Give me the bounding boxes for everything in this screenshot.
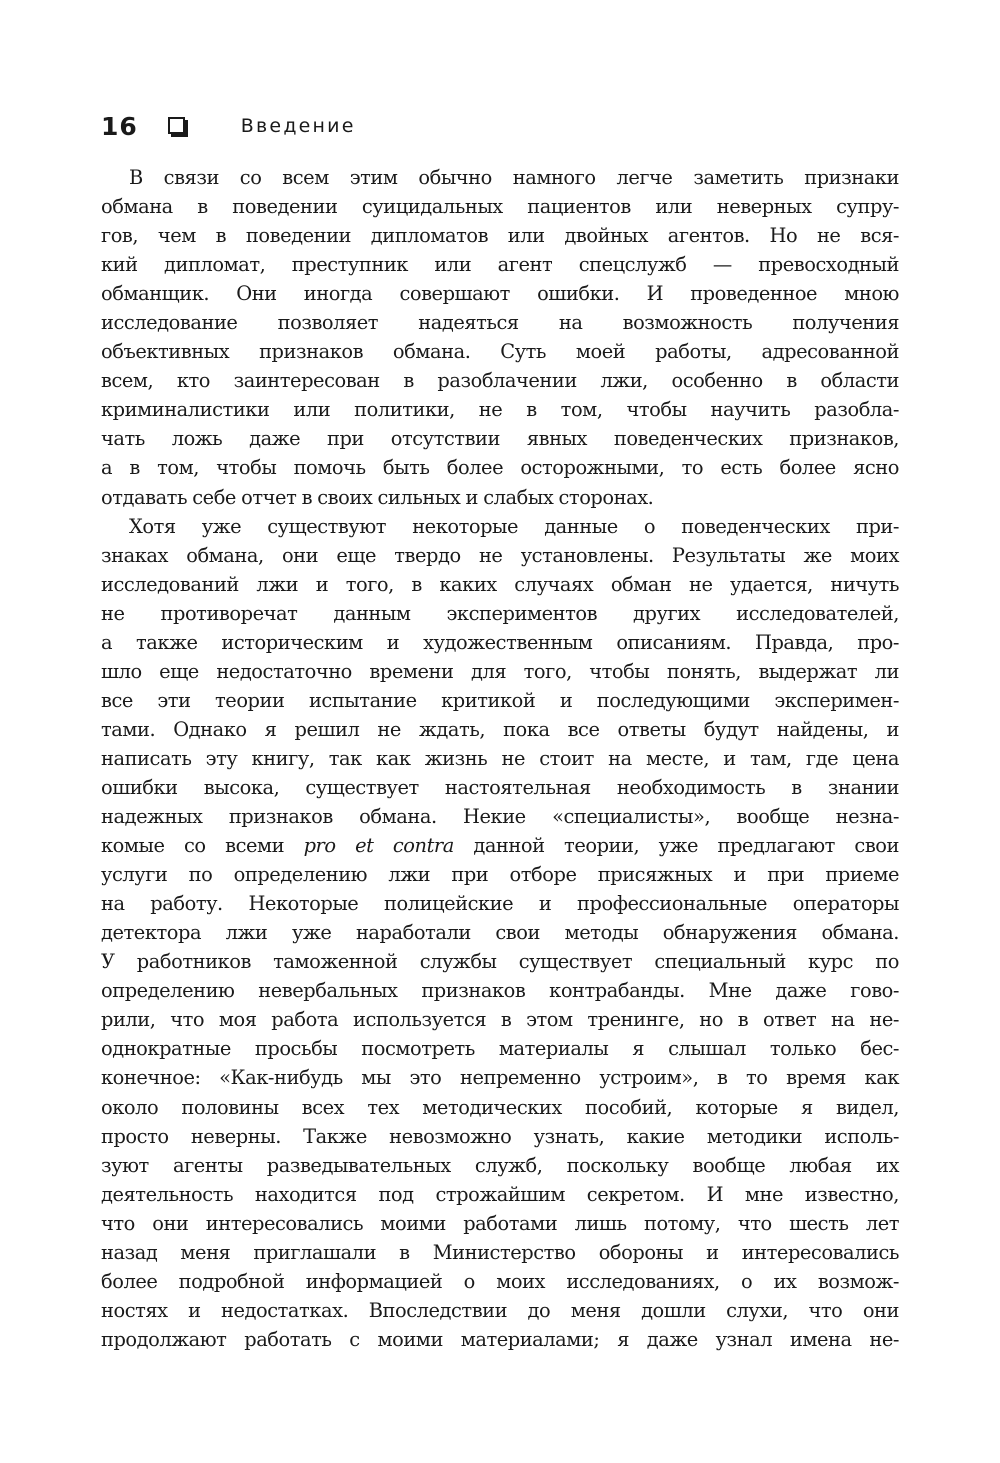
text-line: что они интересовались моими работами лишь потому, что шесть лет bbox=[101, 1211, 899, 1235]
running-head bbox=[101, 108, 356, 144]
text-line: обманщик. Они иногда совершают ошибки. И проведенное мною bbox=[101, 282, 899, 306]
text-line: ностях и недостатках. Впоследствии до меня дошли слухи, что они bbox=[101, 1298, 899, 1322]
paragraph-1 bbox=[101, 163, 899, 512]
text-line: не противоречат данным экспериментов других исследователей, bbox=[101, 601, 899, 625]
text-line: исследований лжи и того, в каких случаях обман не удается, ничуть bbox=[101, 572, 899, 596]
text-line: однократные просьбы посмотреть материалы я слышал только бес- bbox=[101, 1037, 899, 1061]
text-line: назад меня приглашали в Министерство обороны и интересовались bbox=[101, 1240, 899, 1264]
text-line: исследование позволяет надеяться на возможность получения bbox=[101, 311, 899, 335]
text-line: а в том, чтобы помочь быть более осторожными, то есть более ясно bbox=[101, 456, 899, 480]
text-line: рили, что моя работа используется в этом тренинге, но в ответ на не- bbox=[101, 1008, 899, 1032]
text-line: всем, кто заинтересован в разоблачении лжи, особенно в области bbox=[101, 369, 899, 393]
text-line: криминалистики или политики, не в том, чтобы научить разобла- bbox=[101, 398, 899, 422]
text-line: знаках обмана, они еще твердо не установлены. Результаты же моих bbox=[101, 543, 899, 567]
text-line: объективных признаков обмана. Суть моей работы, адресованной bbox=[101, 340, 899, 364]
text-line-with-italic bbox=[101, 831, 899, 860]
text-line: просто неверны. Также невозможно узнать, какие методики исполь- bbox=[101, 1124, 899, 1148]
text-line: кий дипломат, преступник или агент спецслужб — превосходный bbox=[101, 253, 899, 277]
text-fragment: комые со всеми bbox=[101, 834, 285, 858]
text-line: чать ложь даже при отсутствии явных поведенческих признаков, bbox=[101, 427, 899, 451]
text-line: отдавать себе отчет в своих сильных и слабых сторонах. bbox=[101, 485, 654, 509]
text-line: написать эту книгу, так как жизнь не стоит на месте, и там, где цена bbox=[101, 746, 899, 770]
text-line: на работу. Некоторые полицейские и профессиональные операторы bbox=[101, 892, 899, 916]
text-line: более подробной информацией о моих исследованиях, о их возмож- bbox=[101, 1269, 899, 1293]
text-line: ошибки высока, существует настоятельная необходимость в знании bbox=[101, 775, 899, 799]
paragraph-2 bbox=[101, 512, 899, 1354]
text-line: а также историческим и художественным описаниям. Правда, про- bbox=[101, 630, 899, 654]
text-line: зуют агенты разведывательных служб, поскольку вообще любая их bbox=[101, 1153, 899, 1177]
text-line: определению невербальных признаков контрабанды. Мне даже гово- bbox=[101, 979, 899, 1003]
text-line: детектора лжи уже наработали свои методы обнаружения обмана. bbox=[101, 921, 899, 945]
body-text bbox=[101, 163, 899, 1354]
section-title: Введение bbox=[240, 115, 356, 137]
text-line: все эти теории испытание критикой и последующими эксперимен- bbox=[101, 688, 899, 712]
hollow-square-icon bbox=[168, 117, 185, 134]
text-line: У работников таможенной службы существует специальный курс по bbox=[101, 950, 899, 974]
text-line: конечное: «Как-нибудь мы это непременно устроим», в то время как bbox=[101, 1066, 899, 1090]
text-line: обмана в поведении суицидальных пациентов или неверных супру- bbox=[101, 195, 899, 219]
text-line: около половины всех тех методических пособий, которые я видел, bbox=[101, 1095, 899, 1119]
text-line: В связи со всем этим обычно намного легче заметить признаки bbox=[129, 166, 899, 189]
text-line: шло еще недостаточно времени для того, чтобы понять, выдержат ли bbox=[101, 659, 899, 683]
text-line: Хотя уже существуют некоторые данные о поведенческих при- bbox=[129, 514, 899, 538]
page-number: 16 bbox=[101, 111, 138, 141]
text-line: тами. Однако я решил не ждать, пока все ответы будут найдены, и bbox=[101, 717, 899, 741]
italic-phrase: pro et contra bbox=[303, 834, 454, 858]
text-line: продолжают работать с моими материалами; я даже узнал имена не- bbox=[101, 1327, 899, 1351]
text-line: гов, чем в поведении дипломатов или двойных агентов. Но не вся- bbox=[101, 224, 899, 248]
text-fragment: данной теории, уже предлагают свои bbox=[473, 834, 899, 858]
text-line: услуги по определению лжи при отборе присяжных и при приеме bbox=[101, 863, 899, 887]
text-line: деятельность находится под строжайшим секретом. И мне известно, bbox=[101, 1182, 899, 1206]
text-line: надежных признаков обмана. Некие «специалисты», вообще незна- bbox=[101, 805, 899, 829]
